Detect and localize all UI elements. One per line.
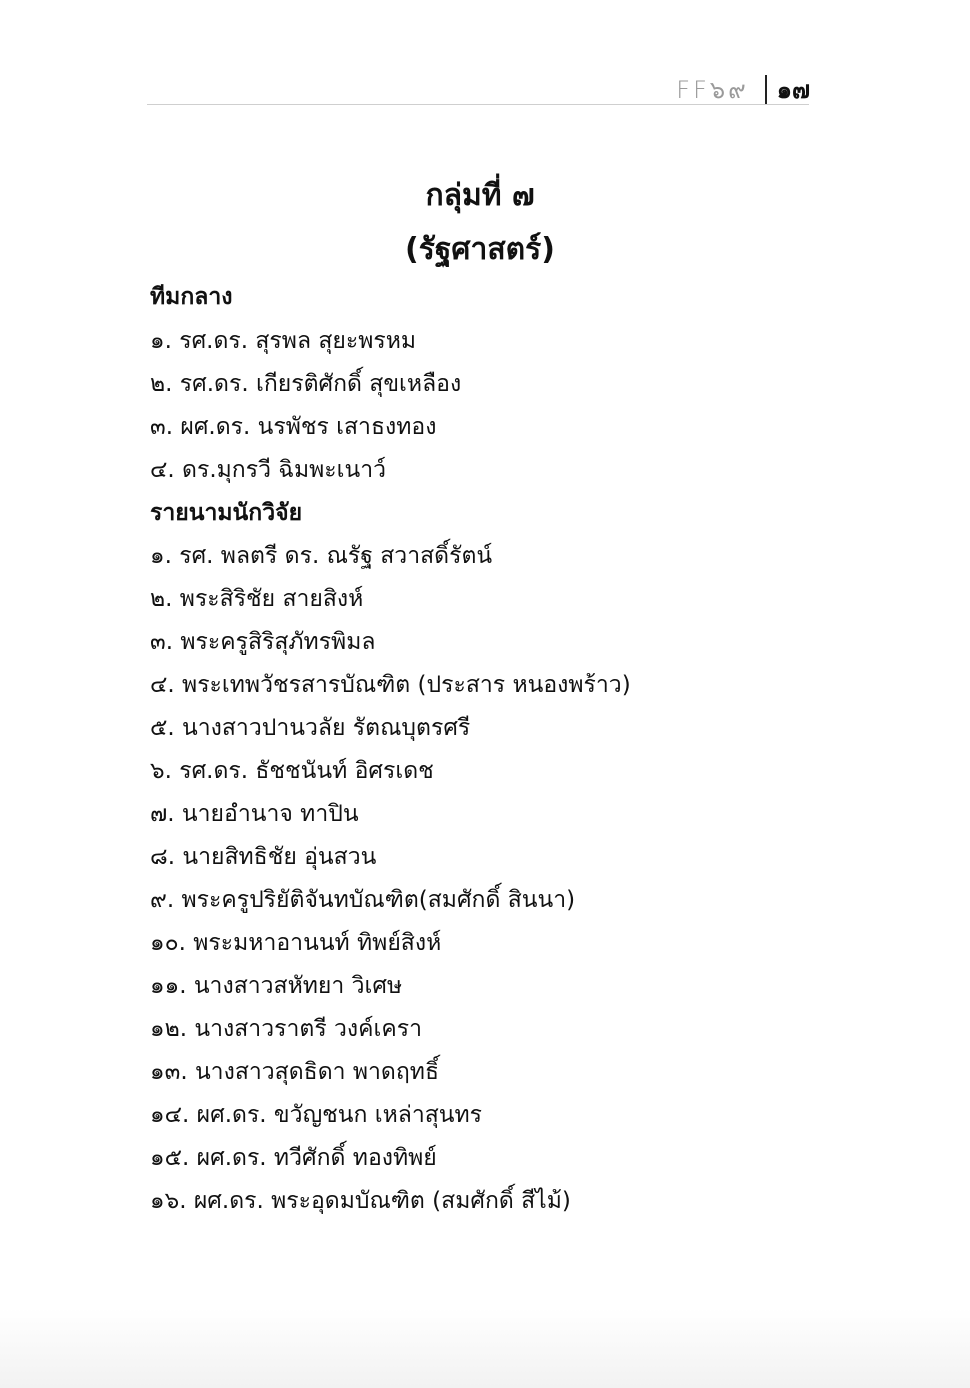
- group-title: กลุ่มที่ ๗: [425, 178, 535, 213]
- researcher-item: ๘. นายสิทธิชัย อุ่นสวน: [150, 844, 377, 870]
- researcher-item: ๖. รศ.ดร. ธัชชนันท์ อิศรเดช: [150, 758, 434, 784]
- central-team-member: ๓. ผศ.ดร. นรพัชร เสาธงทอง: [150, 414, 437, 440]
- researcher-item: ๑๒. นางสาวราตรี วงค์เครา: [150, 1016, 423, 1042]
- researcher-item: ๕. นางสาวปานวลัย รัตณบุตรศรี: [150, 715, 471, 741]
- researcher-item: ๑๐. พระมหาอานนท์ ทิพย์สิงห์: [150, 930, 442, 956]
- researcher-item: ๗. นายอำนาจ ทาปิน: [150, 801, 359, 827]
- researcher-item: ๑๑. นางสาวสหัทยา วิเศษ: [150, 973, 403, 999]
- central-team-member: ๒. รศ.ดร. เกียรติศักดิ์ สุขเหลือง: [150, 371, 462, 397]
- researcher-item: ๑๕. ผศ.ดร. ทวีศักดิ์ ทองทิพย์: [150, 1145, 437, 1171]
- header-separator: [765, 75, 767, 105]
- researcher-item: ๑๖. ผศ.ดร. พระอุดมบัณฑิต (สมศักดิ์ สีไม้): [150, 1188, 571, 1214]
- researchers-heading: รายนามนักวิจัย: [150, 500, 303, 526]
- researcher-item: ๔. พระเทพวัชรสารบัณฑิต (ประสาร หนองพร้าว): [150, 672, 631, 698]
- researcher-item: ๙. พระครูปริยัติจันทบัณฑิต(สมศักดิ์ สินนา): [150, 887, 576, 913]
- central-team-heading: ทีมกลาง: [150, 284, 233, 310]
- page-number: ๑๗: [776, 76, 810, 104]
- page-bottom-shade: [0, 1308, 970, 1388]
- researcher-item: ๓. พระครูสิริสุภัทรพิมล: [150, 629, 376, 655]
- researcher-item: ๑๔. ผศ.ดร. ขวัญชนก เหล่าสุนทร: [150, 1102, 483, 1128]
- header-rule: [147, 104, 809, 105]
- central-team-member: ๔. ดร.มุกรวี ฉิมพะเนาว์: [150, 457, 387, 483]
- document-code: FF๖๙: [676, 76, 749, 104]
- researcher-item: ๒. พระสิริชัย สายสิงห์: [150, 586, 364, 612]
- group-subtitle: (รัฐศาสตร์): [405, 232, 555, 267]
- researcher-item: ๑. รศ. พลตรี ดร. ณรัฐ สวาสดิ์รัตน์: [150, 543, 493, 569]
- researcher-item: ๑๓. นางสาวสุดธิดา พาดฤทธิ์: [150, 1059, 439, 1085]
- central-team-member: ๑. รศ.ดร. สุรพล สุยะพรหม: [150, 328, 417, 354]
